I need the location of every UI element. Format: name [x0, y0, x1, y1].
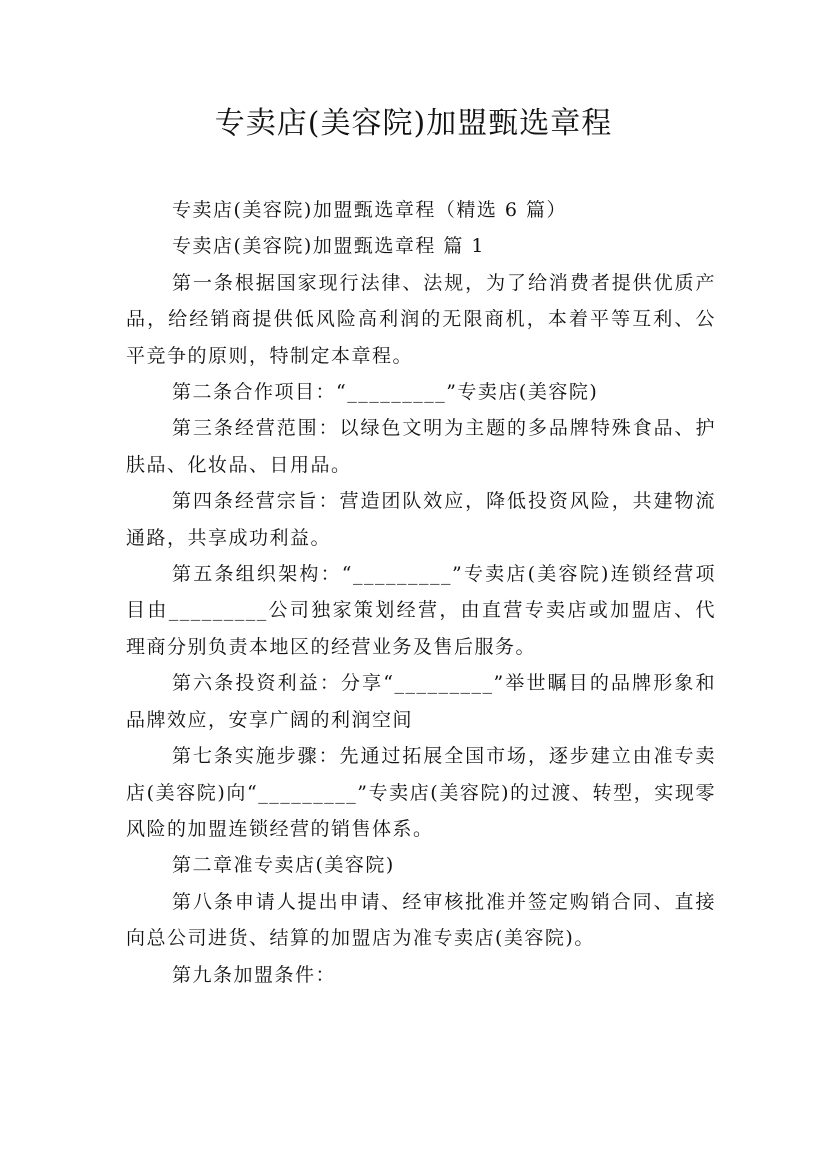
paragraph-article-9: 第九条加盟条件： [172, 963, 337, 986]
paragraph-article-8: 第八条申请人提出申请、经审核批准并签定购销合同、直接向总公司进货、结算的加盟店为准专卖店(美容院)。 [126, 890, 716, 950]
paragraph-selection-note: 专卖店(美容院)加盟甄选章程（精选 6 篇） [172, 199, 567, 221]
paragraph-article-5: 第五条组织架构：“_________”专卖店(美容院)连锁经营项目由_________公司独家策划经营，由直营专卖店或加盟店、代理商分别负责本地区的经营业务及售后服务。 [126, 563, 716, 658]
paragraph-article-2: 第二条合作项目：“_________”专卖店(美容院) [172, 381, 599, 404]
paragraph-article-7: 第七条实施步骤：先通过拓展全国市场，逐步建立由准专卖店(美容院)向“_________”专卖店(美容院)的过渡、转型，实现零风险的加盟连锁经营的销售体系。 [126, 745, 716, 840]
paragraph-article-6: 第六条投资利益：分享“_________”举世瞩目的品牌形象和品牌效应，安享广阔的利润空间 [126, 672, 716, 731]
document-title: 专卖店(美容院)加盟甄选章程 [214, 106, 613, 141]
paragraph-article-4: 第四条经营宗旨：营造团队效应，降低投资风险，共建物流通路，共享成功利益。 [126, 490, 716, 549]
document-body [126, 192, 716, 993]
paragraph-section-heading: 专卖店(美容院)加盟甄选章程 篇 1 [172, 235, 485, 258]
paragraph-chapter-2-heading: 第二章准专卖店(美容院) [172, 854, 395, 877]
paragraph-article-3: 第三条经营范围：以绿色文明为主题的多品牌特殊食品、护肤品、化妆品、日用品。 [126, 417, 716, 476]
paragraph-article-1: 第一条根据国家现行法律、法规，为了给消费者提供优质产品，给经销商提供低风险高利润的无限商机，本着平等互利、公平竞争的原则，特制定本章程。 [126, 271, 716, 367]
